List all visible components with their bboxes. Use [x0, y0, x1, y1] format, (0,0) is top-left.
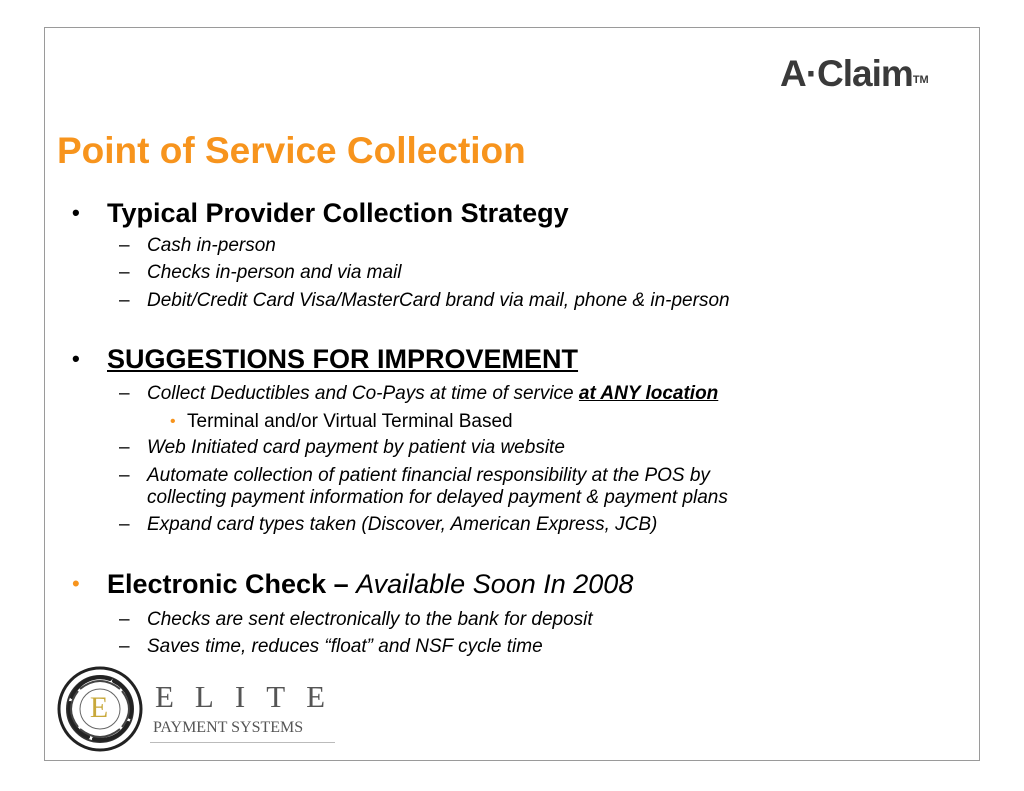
list-item — [119, 514, 658, 535]
dash-bullet: – — [119, 437, 130, 458]
list-item — [119, 290, 730, 311]
section-heading-text: SUGGESTIONS FOR IMPROVEMENT — [107, 344, 579, 374]
aclaim-logo-text: A·Claim — [780, 53, 913, 94]
list-item — [119, 465, 710, 486]
divider — [150, 742, 335, 743]
slide-title: Point of Service Collection — [57, 130, 526, 171]
emphasis-text: at ANY location — [578, 383, 719, 404]
list-item — [119, 636, 543, 657]
list-item-text: Expand card types taken (Discover, American Express, JCB) — [147, 514, 658, 535]
section-heading-text: Typical Provider Collection Strategy — [107, 198, 569, 228]
list-item-text: Checks are sent electronically to the bank for deposit — [147, 609, 593, 630]
dash-bullet: – — [119, 465, 130, 486]
list-item — [119, 262, 402, 283]
list-item — [119, 235, 276, 256]
sub-list-item — [170, 411, 513, 432]
list-item-text: collecting payment information for delayed payment & payment plans — [147, 487, 728, 508]
bullet: • — [72, 200, 80, 225]
dash-bullet: – — [119, 235, 130, 256]
elite-wordmark: ELITE — [155, 679, 347, 714]
list-item-text: Collect Deductibles and Co-Pays at time of service — [147, 383, 579, 404]
dash-bullet: – — [119, 383, 130, 404]
sub-list-item-text: Terminal and/or Virtual Terminal Based — [187, 411, 513, 432]
trademark-mark: TM — [912, 74, 929, 86]
list-item — [119, 609, 593, 630]
dash-bullet: – — [119, 609, 130, 630]
list-item-text: Debit/Credit Card Visa/MasterCard brand via mail, phone & in-person — [147, 290, 730, 311]
section-heading-text: Electronic Check – — [107, 569, 357, 599]
elite-subtitle: PAYMENT SYSTEMS — [153, 719, 304, 736]
list-item — [119, 437, 565, 458]
list-item-text: Checks in-person and via mail — [147, 262, 402, 283]
list-item-text: Automate collection of patient financial responsibility at the POS by — [147, 465, 710, 486]
elite-initial: E — [89, 691, 109, 724]
list-item-continuation — [147, 487, 728, 508]
section-heading-suggestions — [72, 343, 579, 375]
dash-bullet: – — [119, 290, 130, 311]
dash-bullet: – — [119, 262, 130, 283]
list-item-text: Saves time, reduces “float” and NSF cycle time — [147, 636, 543, 657]
section-heading-italic: Available Soon In 2008 — [356, 569, 634, 599]
dash-bullet: – — [119, 514, 130, 535]
section-heading-electronic-check — [72, 568, 634, 600]
list-item — [119, 383, 719, 404]
orange-bullet: • — [170, 413, 176, 430]
list-item-text: Cash in-person — [147, 235, 276, 256]
aclaim-logo — [780, 54, 929, 94]
dash-bullet: – — [119, 636, 130, 657]
orange-bullet: • — [72, 571, 80, 596]
list-item-text: Web Initiated card payment by patient via website — [147, 437, 565, 458]
bullet: • — [72, 346, 80, 371]
section-heading-provider-strategy — [72, 197, 569, 229]
